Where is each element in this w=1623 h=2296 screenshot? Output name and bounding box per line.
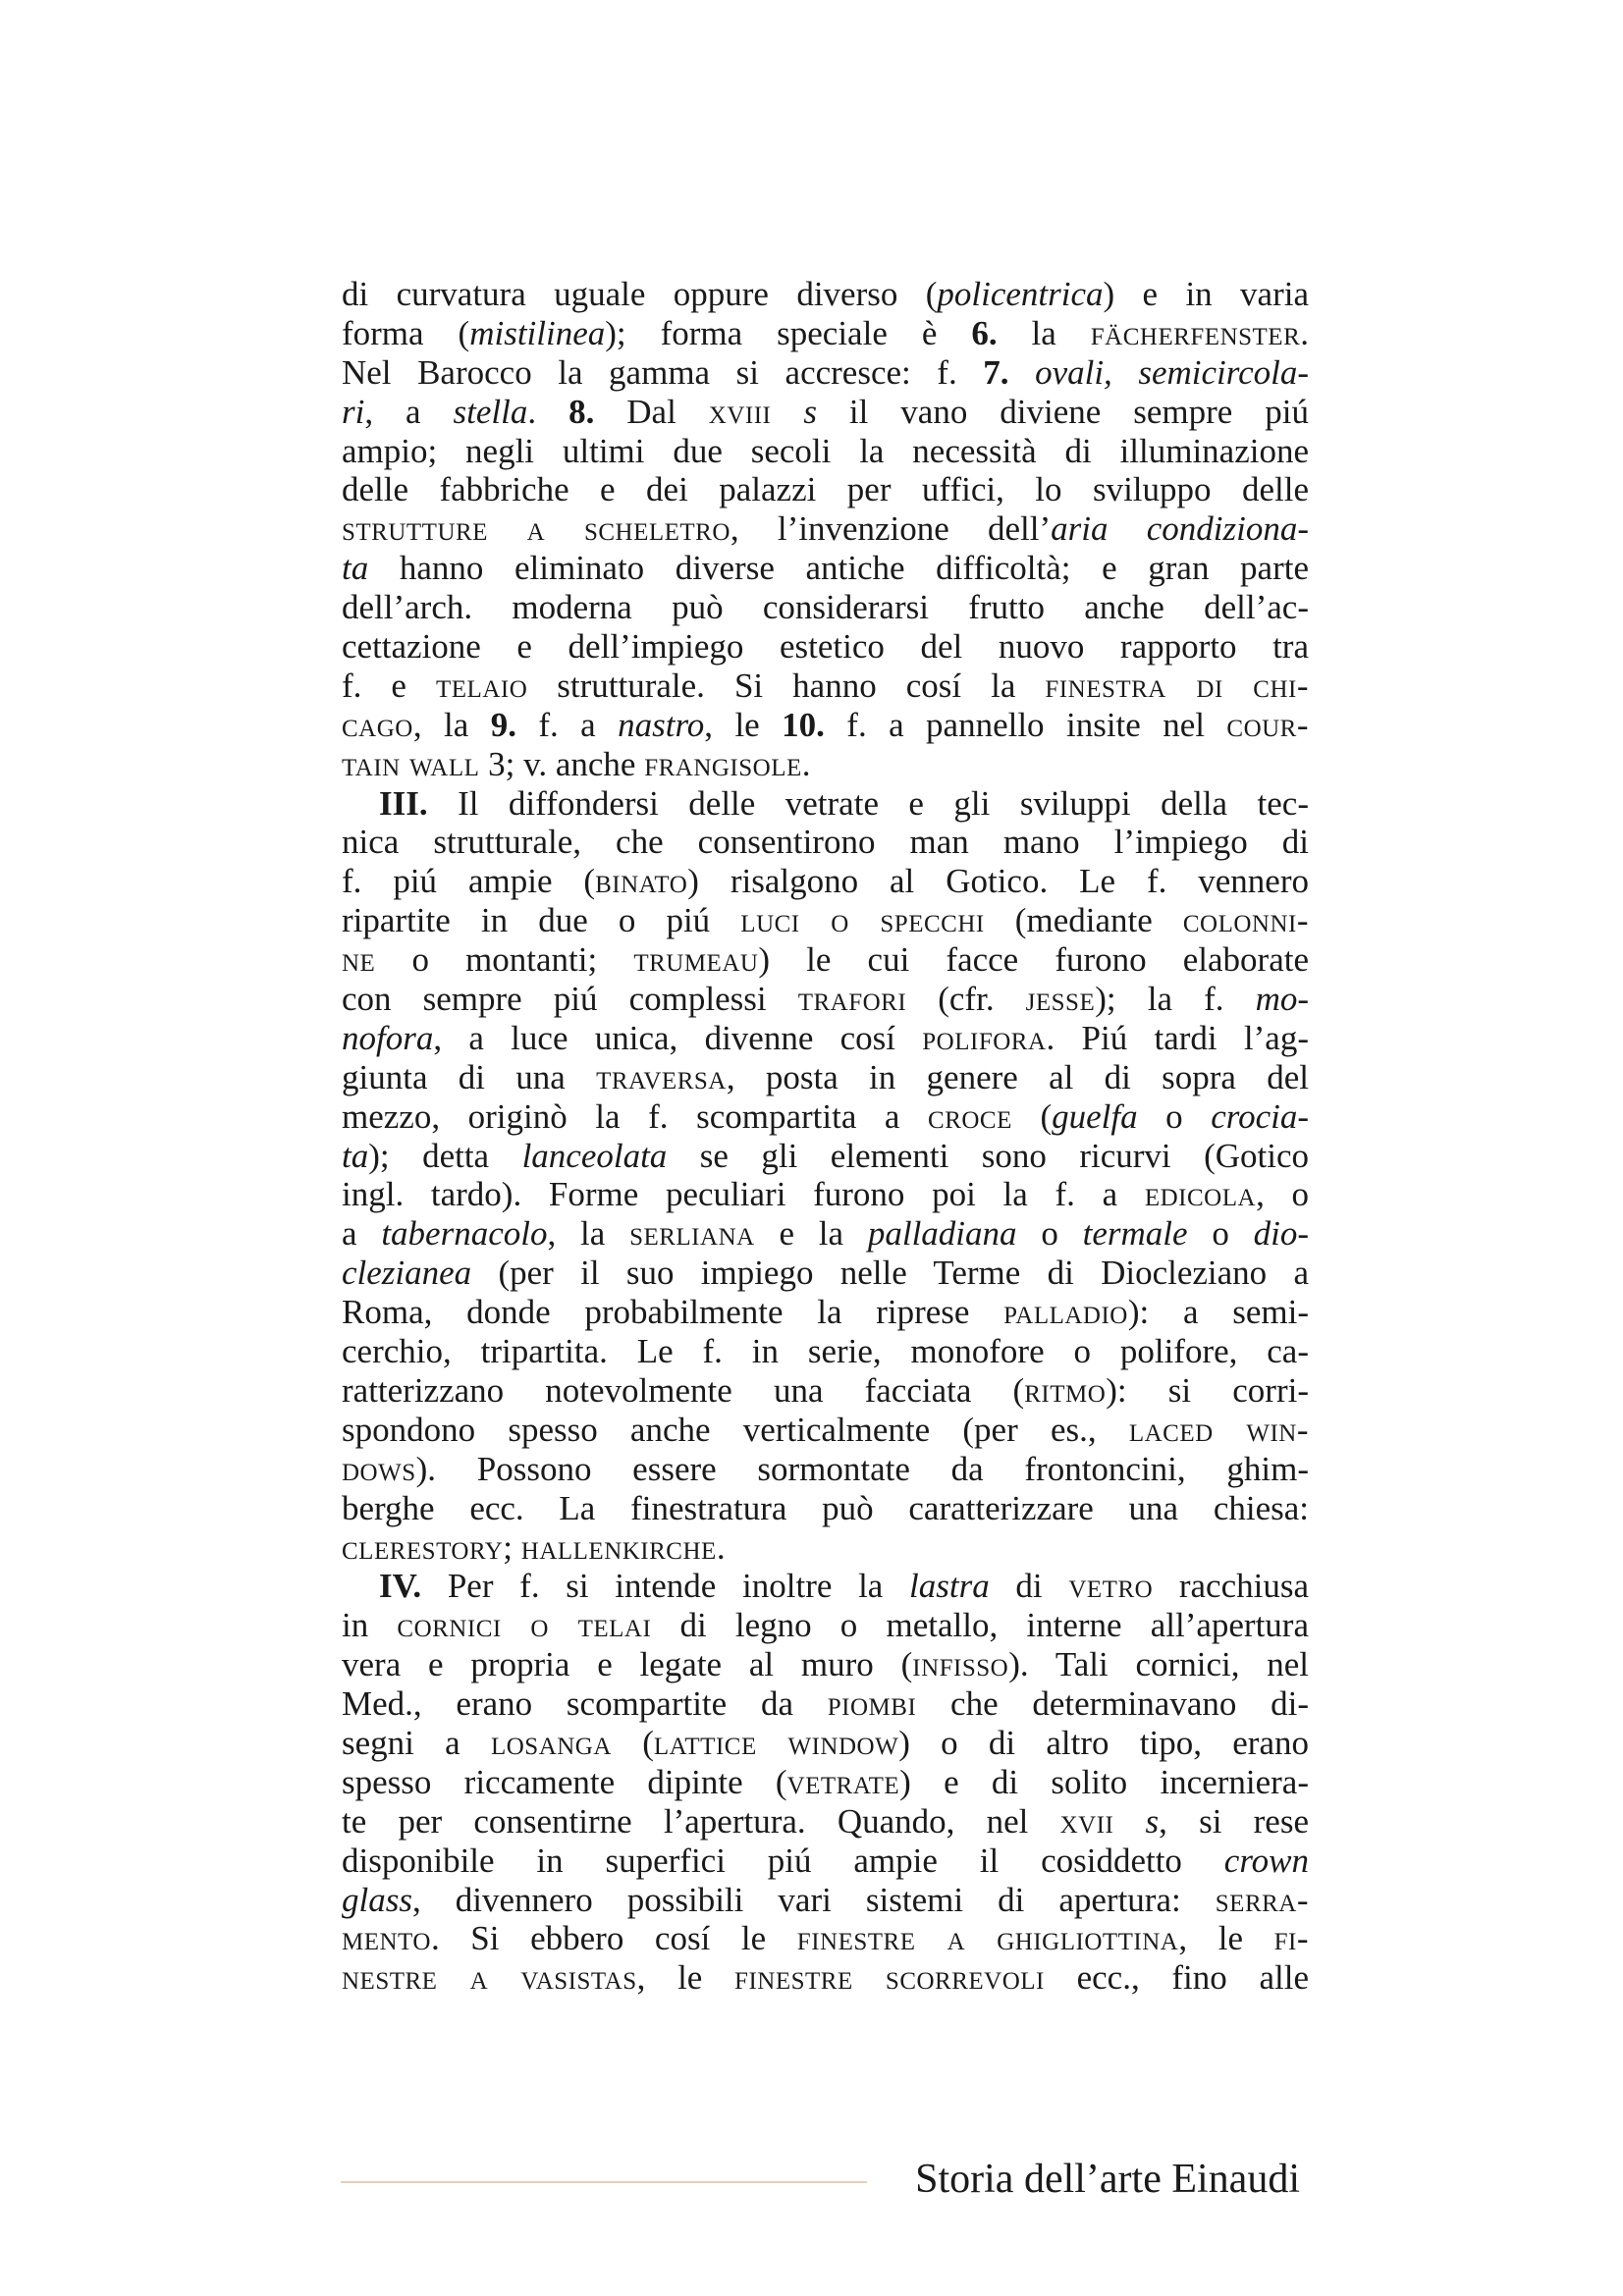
body-line: a tabernacolo, la serliana e la palladiana o termale o dio-: [342, 1214, 1309, 1254]
body-line: forma (mistilinea); forma speciale è 6. la fächerfenster.: [342, 313, 1309, 352]
body-line: nica strutturale, che consentirono man mano l’impiego di: [342, 823, 1309, 862]
body-line: ta hanno eliminato diverse antiche difficoltà; e gran parte: [342, 549, 1309, 588]
body-line: dows). Possono essere sormontate da frontoncini, ghim-: [342, 1449, 1309, 1488]
body-line: ampio; negli ultimi due secoli la necessità di illuminazione: [342, 431, 1309, 470]
body-line: ripartite in due o piú luci o specchi (mediante colonni-: [342, 901, 1310, 940]
body-line: strutture a scheletro, l’invenzione dell’aria condiziona-: [342, 509, 1309, 549]
body-line: Med., erano scompartite da piombi che determinavano di-: [342, 1684, 1309, 1724]
body-line: con sempre piú complessi trafori (cfr. jesse); la f. mo-: [342, 980, 1310, 1019]
body-line: ingl. tardo). Forme peculiari furono poi la f. a edicola, o: [342, 1175, 1310, 1214]
body-line: dell’arch. moderna può considerarsi frutto anche dell’ac-: [342, 588, 1309, 627]
body-line: cerchio, tripartita. Le f. in serie, monofore o polifore, ca-: [342, 1332, 1309, 1371]
body-line: ne o montanti; trumeau) le cui facce furono elaborate: [342, 940, 1309, 980]
body-line: cettazione e dell’impiego estetico del nuovo rapporto tra: [342, 627, 1309, 667]
body-line: te per consentirne l’apertura. Quando, nel xvii s, si rese: [342, 1801, 1309, 1841]
body-line: ratterizzano notevolmente una facciata (ritmo): si corri-: [342, 1370, 1310, 1410]
body-line: clerestory; hallenkirche.: [342, 1527, 726, 1567]
body-line: segni a losanga (lattice window) o di altro tipo, erano: [342, 1723, 1309, 1762]
body-line: disponibile in superfici piú ampie il cosiddetto crown: [342, 1841, 1309, 1880]
body-line: nofora, a luce unica, divenne cosí polifora. Piú tardi l’ag-: [342, 1018, 1309, 1057]
body-line: vera e propria e legate al muro (infisso). Tali cornici, nel: [342, 1645, 1309, 1684]
body-line: glass, divennero possibili vari sistemi di apertura: serra-: [342, 1880, 1309, 1919]
body-line: giunta di una traversa, posta in genere al di sopra del: [342, 1057, 1309, 1096]
body-line: in cornici o telai di legno o metallo, interne all’apertura: [342, 1606, 1309, 1645]
body-line: Roma, donde probabilmente la riprese palladio): a semi-: [342, 1293, 1309, 1332]
body-line: ri, a stella. 8. Dal xviii s il vano diviene sempre piú: [342, 392, 1309, 431]
footer-publication-label: Storia dell’arte Einaudi: [915, 2157, 1300, 2202]
body-line: di curvatura uguale oppure diverso (policentrica) e in varia: [342, 275, 1309, 313]
body-line: clezianea (per il suo impiego nelle Terme di Diocleziano a: [342, 1254, 1309, 1293]
body-line: ta); detta lanceolata se gli elementi sono ricurvi (Gotico: [342, 1136, 1309, 1175]
article-body: [342, 275, 1309, 1998]
body-line: Nel Barocco la gamma si accresce: f. 7. ovali, semicircola-: [342, 352, 1309, 392]
section-heading-iv: IV. Per f. si intende inoltre la lastra di vetro racchiusa: [379, 1567, 1310, 1606]
footer-rule: [341, 2181, 867, 2183]
body-line: cago, la 9. f. a nastro, le 10. f. a pannello insite nel cour-: [342, 705, 1310, 744]
body-line: f. piú ampie (binato) risalgono al Gotico. Le f. vennero: [342, 862, 1309, 901]
body-line: spondono spesso anche verticalmente (per es., laced win-: [342, 1410, 1309, 1449]
body-line: spesso riccamente dipinte (vetrate) e di solito incerniera-: [342, 1762, 1309, 1801]
body-line: mezzo, originò la f. scompartita a croce (guelfa o crocia-: [342, 1096, 1309, 1136]
body-line: delle fabbriche e dei palazzi per uffici, lo sviluppo delle: [342, 470, 1309, 509]
body-line: f. e telaio strutturale. Si hanno cosí la finestra di chi-: [342, 666, 1309, 705]
body-line: nestre a vasistas, le finestre scorrevoli ecc., fino alle: [342, 1958, 1309, 1998]
body-line: mento. Si ebbero cosí le finestre a ghigliottina, le fi-: [342, 1919, 1309, 1958]
section-heading-iii: III. Il diffondersi delle vetrate e gli sviluppi della tec-: [379, 783, 1309, 823]
body-line: tain wall 3; v. anche frangisole.: [342, 744, 811, 783]
body-line: berghe ecc. La finestratura può caratterizzare una chiesa:: [342, 1488, 1309, 1527]
